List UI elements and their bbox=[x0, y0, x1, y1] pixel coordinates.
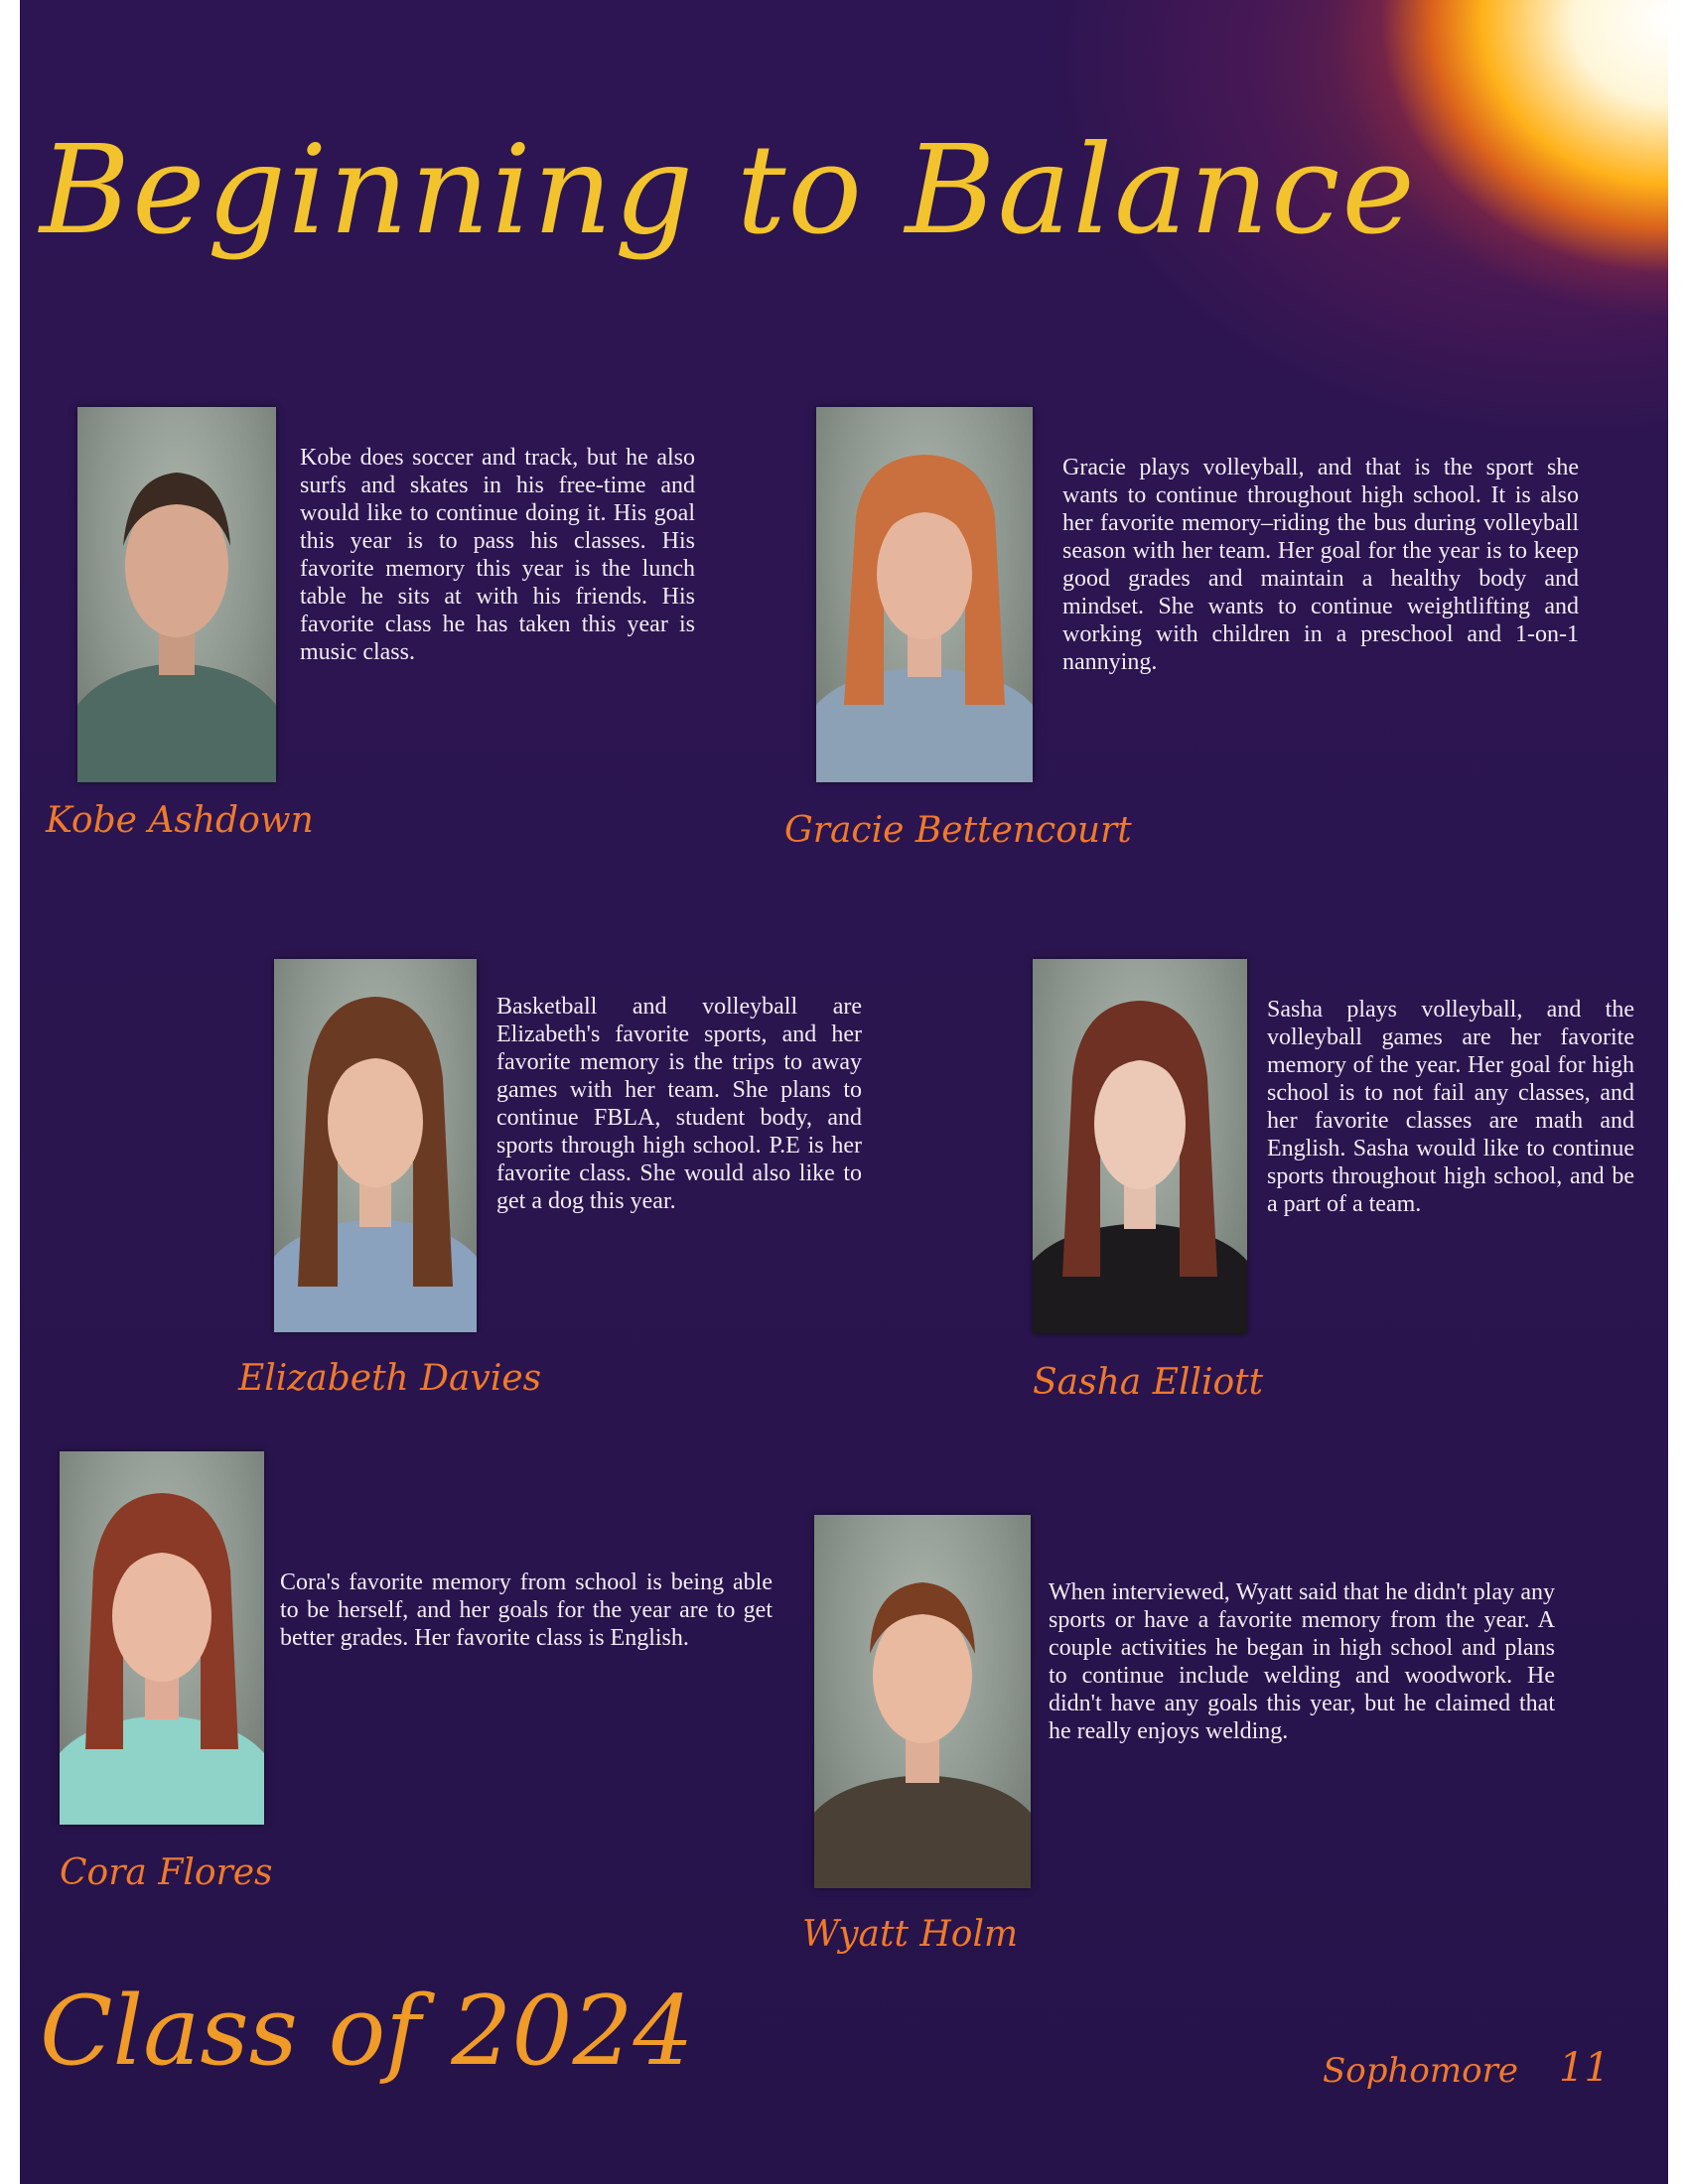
student-bio-elizabeth: Basketball and volleyball are Elizabeth's favorite sports, and her favorite memory is the trips to away games with her team. She plans to continue FBLA, student body, and sports through high school. P.E is her favorite class. She would also like to get a dog this year. bbox=[496, 994, 862, 1214]
student-bio-sasha: Sasha plays volleyball, and the volleyball games are her favorite memory of the year. Her goal for high school is to not fail any classes, and her favorite classes are math and English. Sasha would like to continue sports throughout high school, and be a part of a team. bbox=[1267, 997, 1634, 1217]
student-name-cora: Cora Flores bbox=[60, 1852, 273, 1893]
class-of-heading: Class of 2024 bbox=[40, 1976, 694, 2087]
student-photo-gracie bbox=[816, 407, 1033, 782]
student-bio-cora: Cora's favorite memory from school is being able to be herself, and her goals for the year are to get better grades. Her favorite class is English. bbox=[280, 1570, 773, 1651]
student-photo-cora bbox=[60, 1451, 264, 1825]
student-name-gracie: Gracie Bettencourt bbox=[784, 810, 1132, 851]
student-name-elizabeth: Elizabeth Davies bbox=[238, 1358, 542, 1399]
student-bio-wyatt: When interviewed, Wyatt said that he didn't play any sports or have a favorite memory from the year. A couple activities he began in high school and plans to continue include welding and woodwork. He didn't have any goals this year, but he claimed that he really enjoys welding. bbox=[1049, 1579, 1555, 1744]
student-photo-sasha bbox=[1033, 959, 1247, 1334]
student-photo-kobe bbox=[77, 407, 276, 782]
page-title: Beginning to Balance bbox=[40, 119, 1417, 262]
student-bio-gracie: Gracie plays volleyball, and that is the sport she wants to continue throughout high school. It is also her favorite memory–riding the bus during volleyball season with her team. Her goal for the year is to keep good grades and maintain a healthy body and mindset. She wants to continue weightlifting and working with children in a preschool and 1-on-1 nannying. bbox=[1062, 455, 1579, 675]
student-bio-kobe: Kobe does soccer and track, but he also surfs and skates in his free-time and would like to continue doing it. His goal this year is to pass his classes. His favorite memory this year is the lunch table he sits at with his friends. His favorite class he has taken this year is music class. bbox=[300, 445, 695, 665]
student-photo-elizabeth bbox=[274, 959, 477, 1332]
yearbook-page bbox=[20, 0, 1668, 2184]
page-number: 11 bbox=[1559, 2045, 1610, 2091]
section-label: Sophomore bbox=[1323, 2051, 1518, 2091]
student-name-sasha: Sasha Elliott bbox=[1033, 1362, 1264, 1403]
student-photo-wyatt bbox=[814, 1515, 1031, 1888]
student-name-wyatt: Wyatt Holm bbox=[802, 1914, 1019, 1955]
student-name-kobe: Kobe Ashdown bbox=[46, 800, 314, 841]
